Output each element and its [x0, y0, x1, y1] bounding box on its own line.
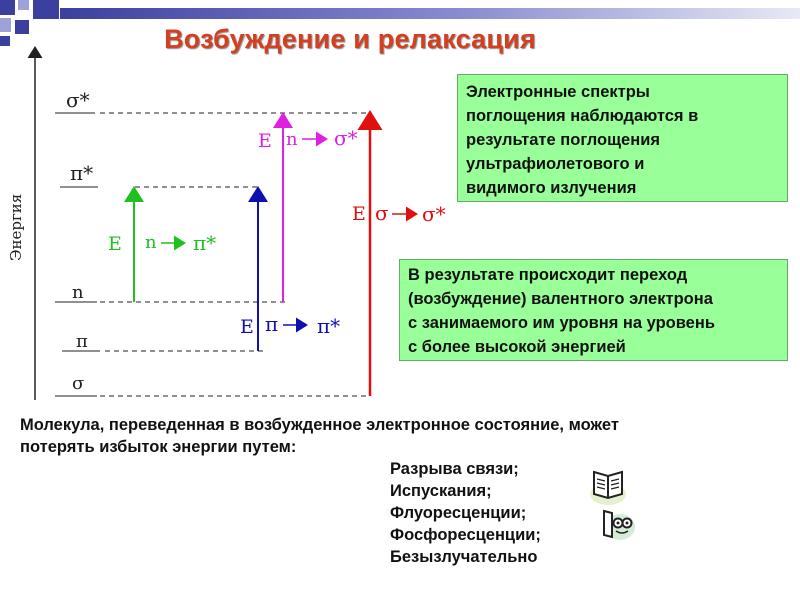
to-sigma-sigma: σ*: [422, 202, 446, 226]
label-n: n: [72, 282, 84, 303]
from-pi-pi: π: [265, 312, 279, 336]
intro-line: Молекула, переведенная в возбужденное электронное состояние, может: [20, 416, 619, 434]
list-item: Испускания;: [390, 482, 492, 500]
info-line: результате поглощения: [466, 131, 660, 149]
from-n-sigma: n: [286, 129, 298, 150]
info-line: ультрафиолетового и: [466, 155, 645, 173]
info-line: (возбуждение) валентного электрона: [408, 290, 713, 308]
reader-icon: [598, 505, 638, 543]
list-item: Разрыва связи;: [390, 460, 519, 478]
to-n-pi: π*: [193, 231, 217, 255]
relaxation-list: [390, 458, 541, 568]
book-icon: [588, 466, 630, 506]
page-title: Возбуждение и релаксация: [164, 24, 536, 54]
label-pi: π: [76, 331, 88, 352]
info-line: видимого излучения: [466, 179, 637, 197]
list-item: Фосфоресценции;: [390, 526, 541, 544]
relaxation-intro: [20, 414, 780, 458]
e-sigma-sigma: E: [352, 203, 366, 225]
e-n-sigma: E: [258, 130, 272, 152]
list-item: Безызлучательно: [390, 548, 538, 566]
from-sigma-sigma: σ: [375, 201, 389, 225]
label-pi-star: π*: [70, 161, 94, 185]
info-line: поглощения наблюдаются в: [466, 107, 699, 125]
to-pi-pi: π*: [317, 314, 341, 338]
list-item: Флуоресценции;: [390, 504, 527, 522]
label-sigma-star: σ*: [66, 88, 90, 112]
info-line: В результате происходит переход: [408, 266, 688, 284]
from-n-pi: n: [145, 232, 157, 253]
intro-line: потерять избыток энергии путем:: [20, 438, 297, 456]
info-line: с занимаемого им уровня на уровень: [408, 314, 715, 332]
info-line: с более высокой энергией: [408, 338, 626, 356]
label-sigma: σ: [72, 373, 85, 394]
to-n-sigma: σ*: [334, 126, 358, 150]
info-box-excitation: [399, 259, 788, 361]
info-box-absorption: [457, 74, 788, 202]
e-pi-pi: E: [240, 316, 254, 338]
e-n-pi: E: [108, 233, 122, 255]
energy-diagram: [0, 0, 460, 410]
energy-axis-label: Энергия: [7, 193, 25, 261]
info-line: Электронные спектры: [466, 83, 650, 101]
